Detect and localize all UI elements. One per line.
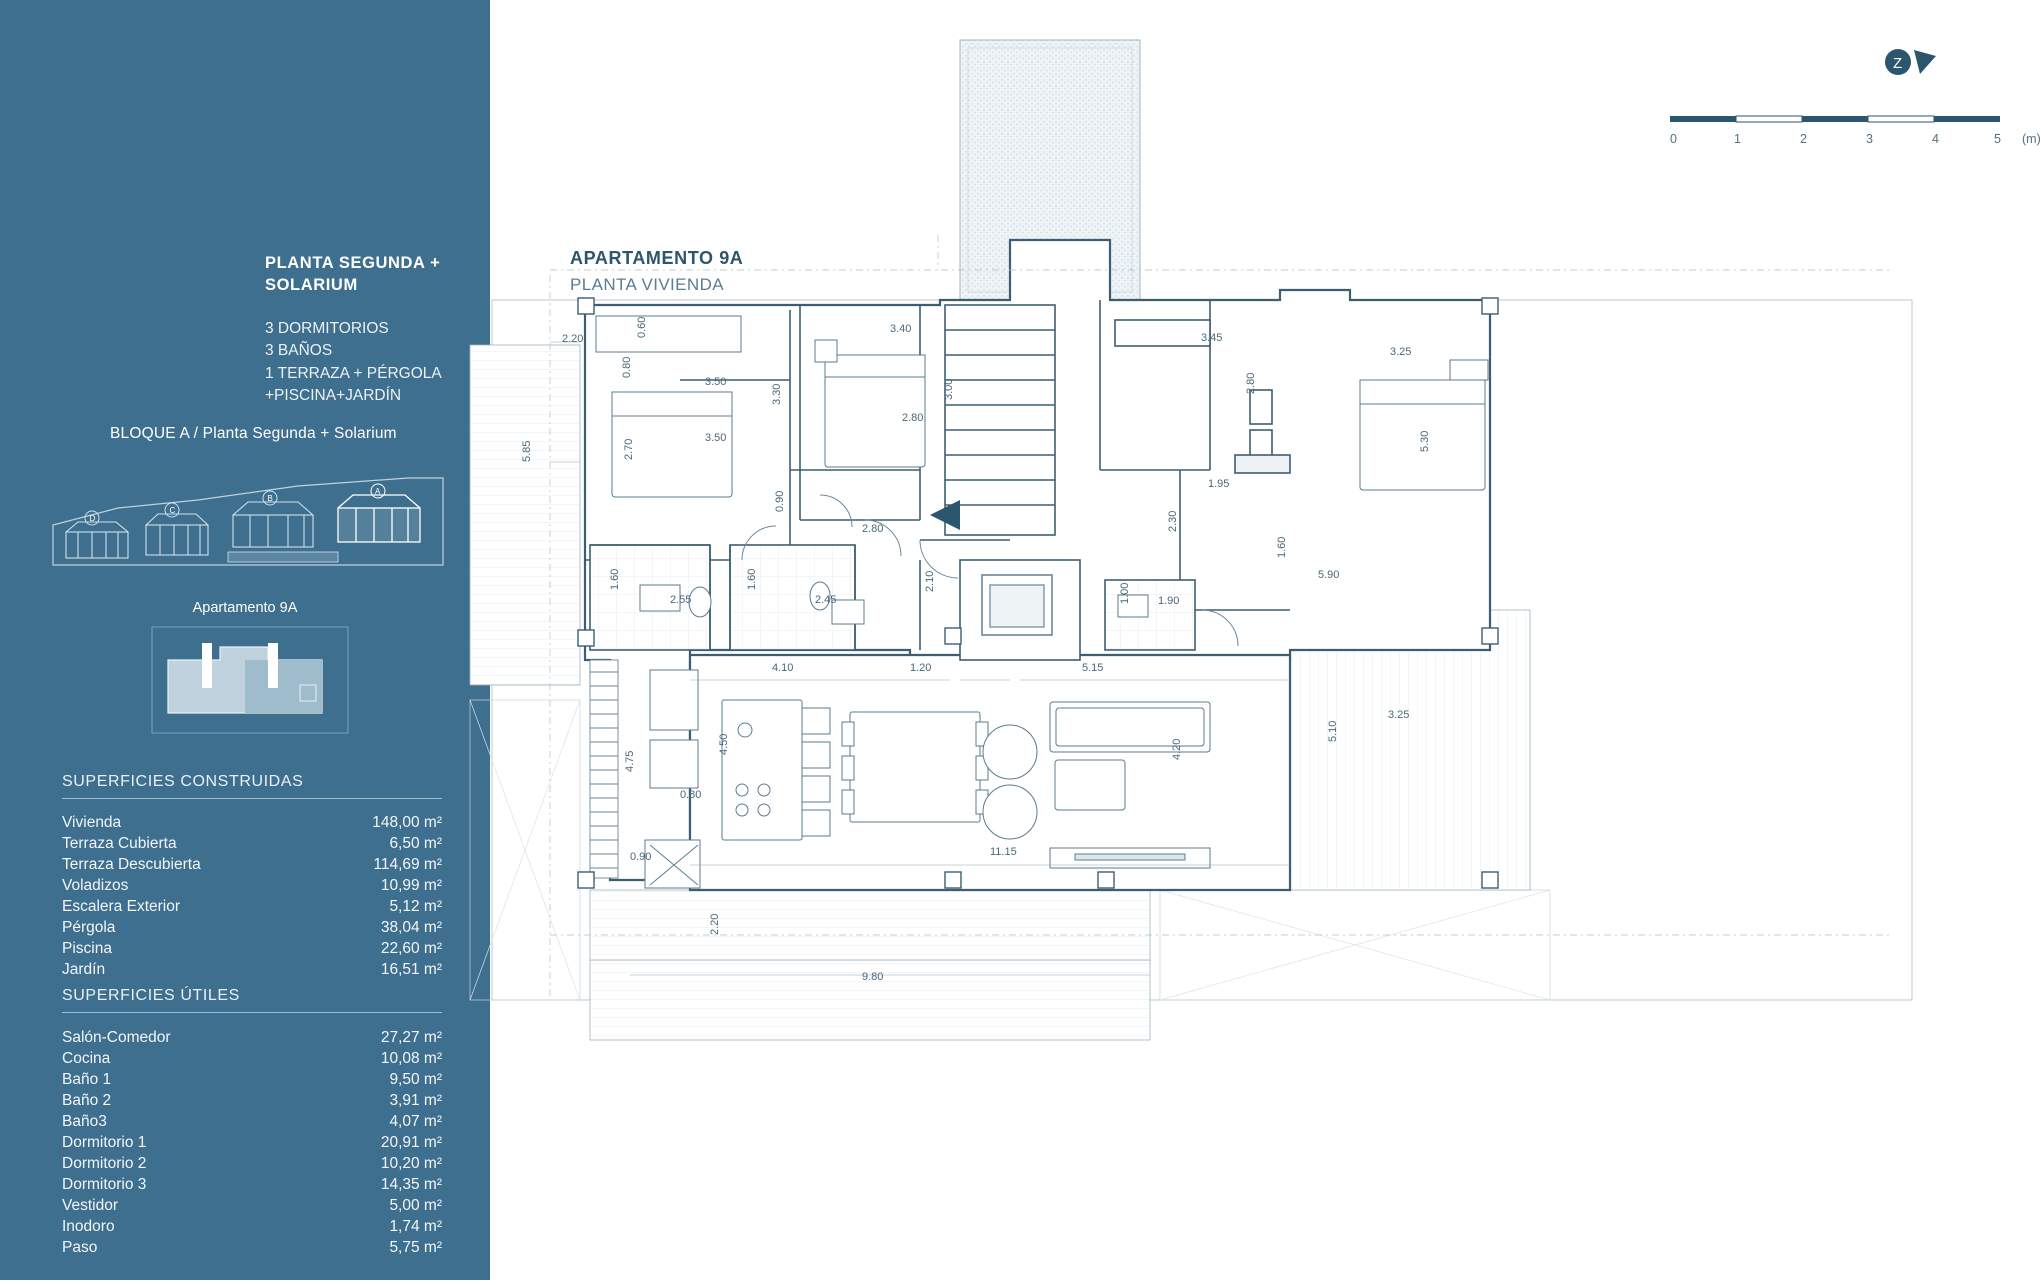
divider bbox=[62, 1012, 442, 1013]
svg-text:C: C bbox=[169, 506, 176, 515]
row-value: 10,20 m² bbox=[380, 1155, 442, 1172]
table-row bbox=[62, 896, 442, 917]
row-value: 5,12 m² bbox=[389, 898, 442, 915]
row-label: Dormitorio 1 bbox=[62, 1134, 147, 1151]
table-row bbox=[62, 1237, 442, 1258]
table-row bbox=[62, 938, 442, 959]
scale-tick: 5 bbox=[1994, 132, 2001, 146]
dimension-label: 3.25 bbox=[1388, 709, 1410, 721]
divider bbox=[62, 798, 442, 799]
apartment-key-label: Apartamento 9A bbox=[192, 600, 298, 616]
dimension-label: 2.80 bbox=[862, 523, 884, 535]
row-label: Baño3 bbox=[62, 1113, 107, 1130]
dimension-label: 4.20 bbox=[1171, 738, 1183, 760]
dimension-label: 2.70 bbox=[623, 438, 635, 460]
row-label: Terraza Cubierta bbox=[62, 835, 177, 852]
row-label: Dormitorio 3 bbox=[62, 1176, 147, 1193]
dimension-label: 1.90 bbox=[1158, 595, 1180, 607]
dimension-label: 3.25 bbox=[1390, 346, 1412, 358]
table-row bbox=[62, 1111, 442, 1132]
row-value: 10,99 m² bbox=[380, 877, 442, 894]
dimension-label: 2.30 bbox=[1167, 510, 1179, 532]
dimension-label: 3.50 bbox=[705, 432, 727, 444]
floorplan-panel bbox=[490, 0, 2041, 1280]
row-value: 20,91 m² bbox=[380, 1134, 442, 1151]
dimension-label: 2.80 bbox=[1245, 372, 1257, 394]
row-value: 10,08 m² bbox=[380, 1050, 442, 1067]
dimension-label: 2.20 bbox=[709, 913, 721, 935]
bloque-label: BLOQUE A / Planta Segunda + Solarium bbox=[110, 425, 397, 442]
table-row bbox=[62, 917, 442, 938]
key-plan-diagram bbox=[150, 625, 350, 735]
table-row bbox=[62, 1048, 442, 1069]
plan-title: APARTAMENTO 9A bbox=[570, 248, 744, 268]
row-value: 9,50 m² bbox=[389, 1071, 442, 1088]
row-label: Terraza Descubierta bbox=[62, 856, 201, 873]
table-row bbox=[62, 833, 442, 854]
dimension-label: 5.85 bbox=[521, 440, 533, 462]
dimension-label: 1.20 bbox=[910, 662, 932, 674]
row-value: 5,75 m² bbox=[389, 1239, 442, 1256]
row-value: 114,69 m² bbox=[373, 856, 442, 873]
constructed-heading: SUPERFICIES CONSTRUIDAS bbox=[62, 773, 304, 790]
dimension-label: 2.45 bbox=[815, 594, 837, 606]
table-row bbox=[62, 1069, 442, 1090]
table-row bbox=[62, 875, 442, 896]
row-value: 3,91 m² bbox=[389, 1092, 442, 1109]
floorplan-drawing bbox=[490, 0, 1920, 1280]
scale-unit: (m) bbox=[2022, 132, 2041, 146]
row-value: 14,35 m² bbox=[380, 1176, 442, 1193]
row-label: Cocina bbox=[62, 1050, 111, 1067]
sidebar-title: PLANTA SEGUNDA + SOLARIUM bbox=[265, 254, 441, 295]
svg-text:Z: Z bbox=[1893, 55, 1903, 72]
dimension-label: 0.90 bbox=[630, 851, 652, 863]
dimension-label: 3.30 bbox=[771, 383, 783, 405]
scale-tick: 0 bbox=[1670, 132, 1677, 146]
dimension-label: 1.60 bbox=[746, 568, 758, 590]
dimension-label: 0.80 bbox=[680, 789, 702, 801]
table-row bbox=[62, 1174, 442, 1195]
dimension-label: 0.80 bbox=[621, 356, 633, 378]
plan-subtitle: PLANTA VIVIENDA bbox=[570, 275, 725, 294]
table-row bbox=[62, 959, 442, 980]
dimension-label: 0.60 bbox=[636, 316, 648, 338]
summary-line: 1 TERRAZA + PÉRGOLA bbox=[265, 364, 442, 382]
svg-text:D: D bbox=[89, 514, 96, 523]
table-row bbox=[62, 1153, 442, 1174]
sidebar bbox=[0, 0, 490, 1280]
summary-line: 3 BAÑOS bbox=[265, 342, 333, 360]
dimension-label: 0.90 bbox=[774, 490, 786, 512]
row-label: Escalera Exterior bbox=[62, 898, 181, 915]
scale-tick: 2 bbox=[1800, 132, 1807, 146]
row-value: 22,60 m² bbox=[380, 940, 442, 957]
dimension-label: 11.15 bbox=[990, 846, 1017, 858]
dimension-label: 1.60 bbox=[1276, 536, 1288, 558]
row-value: 16,51 m² bbox=[380, 961, 442, 978]
row-label: Paso bbox=[62, 1239, 98, 1256]
row-label: Vestidor bbox=[62, 1197, 119, 1214]
table-row bbox=[62, 1132, 442, 1153]
dimension-label: 5.10 bbox=[1327, 720, 1339, 742]
dimension-label: 5.15 bbox=[1082, 662, 1104, 674]
dimension-label: 2.10 bbox=[924, 570, 936, 592]
dimension-label: 2.55 bbox=[670, 594, 692, 606]
row-value: 27,27 m² bbox=[380, 1029, 442, 1046]
row-value: 1,74 m² bbox=[389, 1218, 442, 1235]
scale-tick: 1 bbox=[1734, 132, 1741, 146]
table-row bbox=[62, 812, 442, 833]
useful-heading: SUPERFICIES ÚTILES bbox=[62, 987, 240, 1004]
row-label: Baño 2 bbox=[62, 1092, 112, 1109]
summary-line: +PISCINA+JARDÍN bbox=[265, 387, 402, 405]
table-row bbox=[62, 1027, 442, 1048]
dimension-label: 4.50 bbox=[718, 733, 730, 755]
row-value: 6,50 m² bbox=[389, 835, 442, 852]
summary-line: 3 DORMITORIOS bbox=[265, 320, 389, 337]
row-label: Jardín bbox=[62, 961, 106, 978]
row-label: Piscina bbox=[62, 940, 112, 957]
dimension-label: 3.45 bbox=[1201, 332, 1223, 344]
dimension-label: 5.30 bbox=[1419, 430, 1431, 452]
dimension-label: 2.80 bbox=[902, 412, 924, 424]
row-label: Voladizos bbox=[62, 877, 129, 894]
svg-text:A: A bbox=[375, 487, 381, 496]
dimension-label: 4.75 bbox=[624, 750, 636, 772]
table-row bbox=[62, 854, 442, 875]
table-row bbox=[62, 1216, 442, 1237]
row-value: 148,00 m² bbox=[372, 814, 442, 831]
constructed-table bbox=[62, 812, 442, 980]
row-label: Salón-Comedor bbox=[62, 1029, 171, 1046]
row-value: 4,07 m² bbox=[389, 1113, 442, 1130]
sidebar-summary bbox=[265, 318, 475, 408]
useful-table bbox=[62, 1027, 442, 1258]
dimension-label: 9.80 bbox=[862, 971, 884, 983]
svg-text:B: B bbox=[267, 494, 273, 503]
table-row bbox=[62, 1090, 442, 1111]
dimension-label: 1.60 bbox=[609, 568, 621, 590]
block-diagram bbox=[48, 470, 448, 580]
row-label: Vivienda bbox=[62, 814, 122, 831]
dimension-label: 3.40 bbox=[890, 323, 912, 335]
row-label: Baño 1 bbox=[62, 1071, 112, 1088]
dimension-label: 1.00 bbox=[1119, 582, 1131, 604]
dimension-label: 1.95 bbox=[1208, 478, 1230, 490]
scale-tick: 3 bbox=[1866, 132, 1873, 146]
dimension-label: 2.20 bbox=[562, 333, 584, 345]
row-value: 5,00 m² bbox=[389, 1197, 442, 1214]
scale-tick: 4 bbox=[1932, 132, 1939, 146]
row-label: Inodoro bbox=[62, 1218, 115, 1235]
dimension-label: 5.90 bbox=[1318, 569, 1340, 581]
dimension-label: 4.10 bbox=[772, 662, 794, 674]
dimension-label: 3.00 bbox=[943, 378, 955, 400]
row-value: 38,04 m² bbox=[380, 919, 442, 936]
row-label: Pérgola bbox=[62, 919, 116, 936]
table-row bbox=[62, 1195, 442, 1216]
row-label: Dormitorio 2 bbox=[62, 1155, 147, 1172]
dimension-label: 3.50 bbox=[705, 376, 727, 388]
